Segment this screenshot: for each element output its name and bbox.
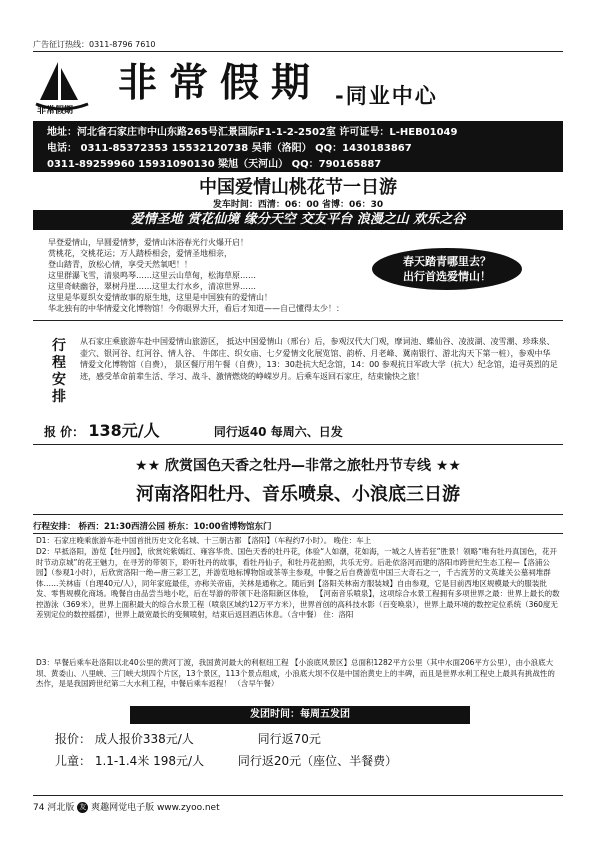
phone-line-2: 0311-89259960 15931090130 梁旭（天河山） QQ：790165887 [47,159,382,170]
page-title: 非常假期 [118,61,323,106]
star-icon: ★★ [135,458,161,474]
intro-line: 这里群瀑飞雪，清泉鸣琴……这里云山草甸，松海草原…… [48,271,256,280]
child-price: 儿童： 1.1-1.4米 198元/人 [55,754,205,768]
tour1-departure-times: 发车时间：西清：06：00 省博：06：30 [212,200,384,210]
brand-icon: 友 [79,803,87,811]
footer-divider [33,795,563,796]
adult-return: 同行返70元 [257,732,321,746]
star-icon: ★★ [435,458,461,474]
page-subtitle: -同业中心 [335,84,438,108]
intro-line: 这里是华夏织女爱情故事的原生地，这里是中国独有的爱情山！ [48,293,272,302]
tour1-title: 中国爱情山桃花节一日游 [33,173,563,195]
logo-text: 非常假期 [37,106,74,116]
section-divider [33,444,563,445]
tour2-frequency: 发团时间：每周五发团 [130,706,470,724]
page-number: 74 河北版 [33,803,75,813]
agency-info-bar [33,121,563,172]
phone-line-1: 电话： 0311-85372353 15532120738 吴菲（洛阳） QQ：1430183867 [47,143,412,154]
price-value: 138元/人 [88,421,160,440]
bubble-line-1: 春天踏青哪里去？ [403,255,491,268]
intro-line: 华北独有的中华情爱文化博物馆！今你眼界大开，看后才知道——自己懂得太少！： [48,304,344,313]
intro-line: 赏桃花，交桃花运；万人踏桥相会，爱情圣地相亲， [48,249,232,258]
bubble-line-2: 出行首选爱情山！ [403,270,491,283]
address-line: 地址：河北省石家庄市中山东路265号汇景国际F1-1-2-2502室 许可证号：L-HEB01049 [47,127,458,138]
intro-line: 登山踏青，放松心情，享受天然氧吧！！ [48,260,192,269]
intro-line: 这里奇峡幽谷，翠树丹崖……这里太行水乡，清凉世界…… [48,282,256,291]
itinerary-label: 行程安排 [52,338,66,405]
footer-site: 爽趣网觉电子版 www.zyoo.net [91,803,220,813]
tour2-subtitle: 河南洛阳牡丹、音乐喷泉、小浪底三日游 [136,484,460,505]
day-row: D2：早抵洛阳，游览【牡丹园】，欣赏姹紫嫣红、雍容华贵、国色天香的牡丹花，体验“人如潮，花如海，一城之人皆若狂”胜景！领略“唯有牡丹真国色，花开时节动京城”的花王魅力，在寻芳的带领下，聆听牡丹的故事，看牡丹仙子，和牡丹花拍照，共乐无穷。后赴依洛河而建的洛阳市跨世纪生态工程—【洛浦公园】（参观1小时），后欣赏洛阳一绝—唐三彩工艺，并游览地标博物馆或茶等主参观，中餐之后自费游览中国三大奇石之一，千古流芳的文英雄关公墓祠堆群体……关林庙（自理40元/人），同年家庭最佳，亦称关帝庙，关林是通称之。随后到【洛阳关林南方服装城】自由参观，它是目前西地区规模最大的服装批发、零售规模化商场。晚餐自由品尝当地小吃，后在导游的带领下赴洛阳新区体验， 【河南音乐喷泉】，这项综合水景工程拥有多项世界之最：世界上最长的数控游泳（369米），世界上面积最大的综合水景工程（喷泉区域约12万平方米），世界首创的高科技水影（百变唤泉），世界上最环境的数控定位系统（360度无差别定位的数控摇摆），世界上最宽最长的变频喷射，结束后返回酒店休息。（含中餐） 住：洛阳 [36,547,560,619]
tour2-title-text: 欣赏国色天香之牡丹—非常之旅牡丹节专线 [165,458,431,474]
child-price-row [55,752,397,769]
tour1-price-row [44,418,343,441]
tour2-departure: 行程安排： 桥西：21:30西清公园 桥东：10:00省博物馆东门 [33,522,272,532]
section-divider [33,320,563,321]
intro-line: 早登爱情山，早圆爱情梦，爱情山沐浴春光行火爆开启！ [48,238,248,247]
section-divider [33,514,563,515]
price-note: 同行返40 每周六、日发 [213,425,343,439]
adult-price-row [55,730,321,747]
price-label: 报 价： [44,425,85,439]
ad-hotline: 广告征订热线：0311-8796 7610 [33,40,156,49]
day-row: D1：石家庄晚乘旅游车赴中国首批历史文化名城、十三朝古都 【洛阳】（车程约7小时）。 晚住：车上 [36,536,372,545]
promo-bubble [372,248,522,290]
adult-price: 报价： 成人报价338元/人 [55,732,194,746]
top-divider [33,51,563,52]
section-divider [33,533,563,534]
page-footer [33,800,220,813]
tour1-slogan: 爱情圣地 赏花仙境 缘分天空 交友平台 浪漫之山 欢乐之谷 [33,210,563,230]
itinerary-text: 从石家庄乘旅游车赴中国爱情山旅游区， 抵达中国爱情山（邢台）后，参观汉代大门观，摩词池、蝶仙谷、凌波湖、凌雪潮、珍珠泉、壶穴、银河谷、红河谷、情人谷、 牛郎庄、织女庙、七夕爱情文化展览馆、韵桥、月老峰、冀南银行、游北沟天下第一桩），参观中华情爱文化博物馆（自费）， 景区餐厅用午餐（自费），13：30赴抗大纪念馆，14：00 参观抗日军政大学（抗大）纪念馆，追寻英烈的足迹，感受革命前辈生活、学习、战斗、激情燃烧的峥嵘岁月。后乘车返回石家庄，结束愉快之旅！ [80,337,558,381]
tour2-title [33,455,563,475]
child-return: 同行返20元（座位、半餐费） [237,754,398,768]
day-row: D3：早餐后乘车赴洛阳以北40公里的黄河丁渡，我国黄河最大的利枢纽工程 【小浪底风景区】总面积1282平方公里（其中水面206平方公里），由小浪底大坝、黄委山、八里峡、三门峡大坝四个片区，13个景区，113个景点组成，小浪底大坝不仅是中国治黄史上的丰碑，而且是世界水利工程史上最具有挑战性的杰作，是是我国跨世纪第二大水利工程，中餐后乘车返程！ （含早午餐） [36,658,555,688]
